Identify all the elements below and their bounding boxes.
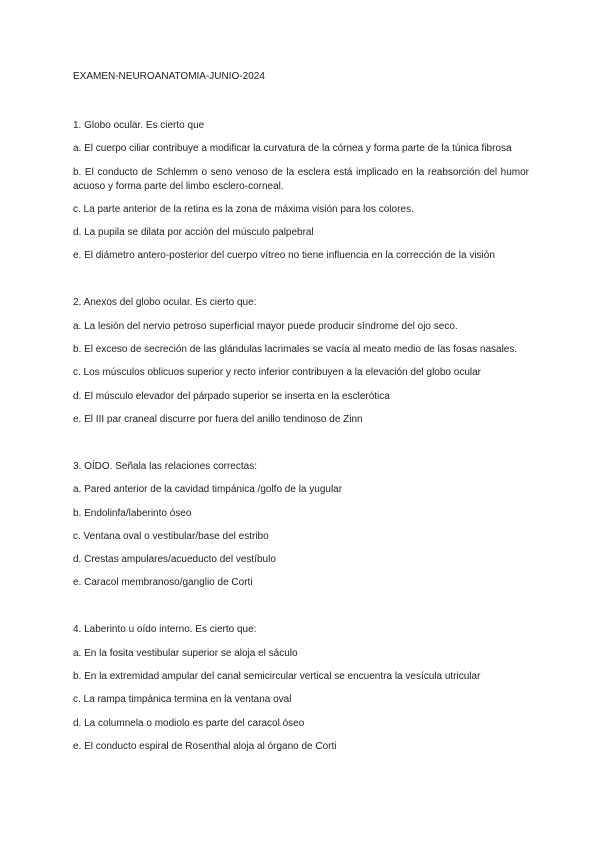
question-1-option-e: e. El diámetro antero-posterior del cuerpo vítreo no tiene influencia en la corrección de la visión — [73, 250, 495, 262]
question-4-option-b: b. En la extremidad ampular del canal semicircular vertical se encuentra la vesícula utricular — [73, 671, 481, 683]
question-2-option-a: a. La lesión del nervio petroso superficial mayor puede producir síndrome del ojo seco. — [73, 320, 458, 332]
question-2-option-d: d. El músculo elevador del párpado superior se inserta en la esclerótica — [73, 390, 390, 402]
exam-title: EXAMEN-NEUROANATOMIA-JUNIO-2024 — [73, 71, 265, 82]
question-3-option-e: e. Caracol membranoso/ganglio de Corti — [73, 577, 253, 589]
question-3-option-c: c. Ventana oval o vestibular/base del estribo — [73, 530, 269, 542]
exam-page — [73, 70, 529, 787]
question-3 — [73, 460, 529, 590]
question-3-option-d: d. Crestas ampulares/acueducto del vestíbulo — [73, 554, 276, 566]
question-2-option-c: c. Los músculos oblicuos superior y recto inferior contribuyen a la elevación del globo ocular — [73, 367, 481, 379]
question-3-option-b: b. Endolinfa/laberinto óseo — [73, 507, 192, 519]
question-4-option-c: c. La rampa timpánica termina en la ventana oval — [73, 694, 292, 706]
question-4-option-a: a. En la fosita vestibular superior se aloja el sáculo — [73, 647, 298, 659]
question-2-option-b: b. El exceso de secreción de las glándulas lacrimales se vacía al meato medio de las fosas nasales. — [73, 344, 518, 356]
question-3-heading: 3. OÍDO. Señala las relaciones correctas: — [73, 460, 257, 472]
question-1-option-a: a. El cuerpo ciliar contribuye a modificar la curvatura de la córnea y forma parte de la túnica fibrosa — [73, 143, 512, 155]
question-4 — [73, 623, 529, 753]
question-2 — [73, 296, 529, 426]
question-1 — [73, 119, 529, 263]
question-4-heading: 4. Laberinto u oído interno. Es cierto que: — [73, 624, 257, 636]
question-4-option-e: e. El conducto espiral de Rosenthal aloja al órgano de Corti — [73, 740, 337, 752]
question-3-option-a: a. Pared anterior de la cavidad timpánica /golfo de la yugular — [73, 484, 343, 496]
question-1-option-b: b. El conducto de Schlemm o seno venoso de la esclera está implicado en la reabsorción del humor acuoso y forma parte del limbo esclero-corneal. — [73, 166, 529, 192]
question-2-heading: 2. Anexos del globo ocular. Es cierto que: — [73, 297, 257, 309]
question-1-option-d: d. La pupila se dilata por acción del músculo palpebral — [73, 227, 314, 239]
question-1-heading: 1. Globo ocular. Es cierto que — [73, 120, 205, 131]
question-1-option-c: c. La parte anterior de la retina es la zona de máxima visión para los colores. — [73, 203, 414, 215]
question-4-option-d: d. La columnela o modiolo es parte del caracol óseo — [73, 717, 305, 729]
question-2-option-e: e. El III par craneal discurre por fuera del anillo tendinoso de Zinn — [73, 413, 363, 425]
